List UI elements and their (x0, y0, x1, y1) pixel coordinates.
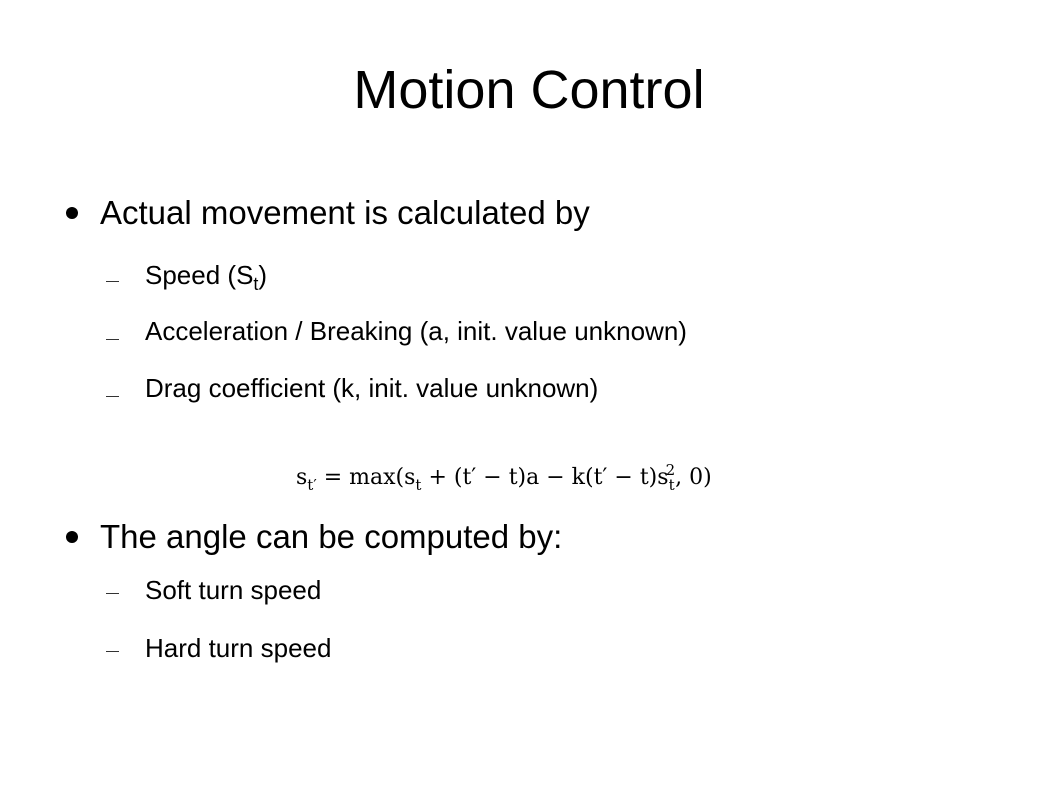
sub-bullet-dash (106, 281, 119, 282)
sub-bullet-dash (106, 396, 119, 397)
sub-item-speed-text: Speed (S (145, 260, 254, 290)
sub-bullet-dash (106, 651, 119, 652)
formula-mid: + (t′ − t)a − k(t′ − t)s (421, 465, 669, 490)
sub-item-speed-subscript: t (253, 274, 259, 294)
sub-bullet-dash (106, 593, 119, 594)
sub-item-acceleration: Acceleration / Breaking (a, init. value unknown) (145, 316, 687, 346)
bullet-dot (66, 207, 78, 219)
speed-formula (296, 450, 712, 505)
bullet-dot (66, 531, 78, 543)
sub-item-soft-turn: Soft turn speed (145, 575, 322, 605)
sub-item-drag: Drag coefficient (k, init. value unknown) (145, 373, 599, 403)
formula-end: , 0) (675, 465, 712, 490)
sub-bullet-dash (106, 339, 119, 340)
sub-item-speed-suffix: ) (258, 260, 268, 290)
formula-sq-sup: 2 (665, 461, 676, 479)
formula-lhs-sub: t′ (307, 476, 317, 494)
bullet-movement: Actual movement is calculated by (100, 194, 590, 231)
formula-lhs: s (296, 465, 308, 490)
formula-eq: = max(s (316, 465, 416, 490)
slide-title: Motion Control (353, 60, 705, 120)
formula-s-sub: t (415, 476, 422, 494)
bullet-angle: The angle can be computed by: (100, 518, 563, 555)
sub-item-hard-turn: Hard turn speed (145, 633, 332, 663)
formula-sq-sub: t (668, 476, 675, 494)
sub-item-speed (145, 259, 267, 300)
